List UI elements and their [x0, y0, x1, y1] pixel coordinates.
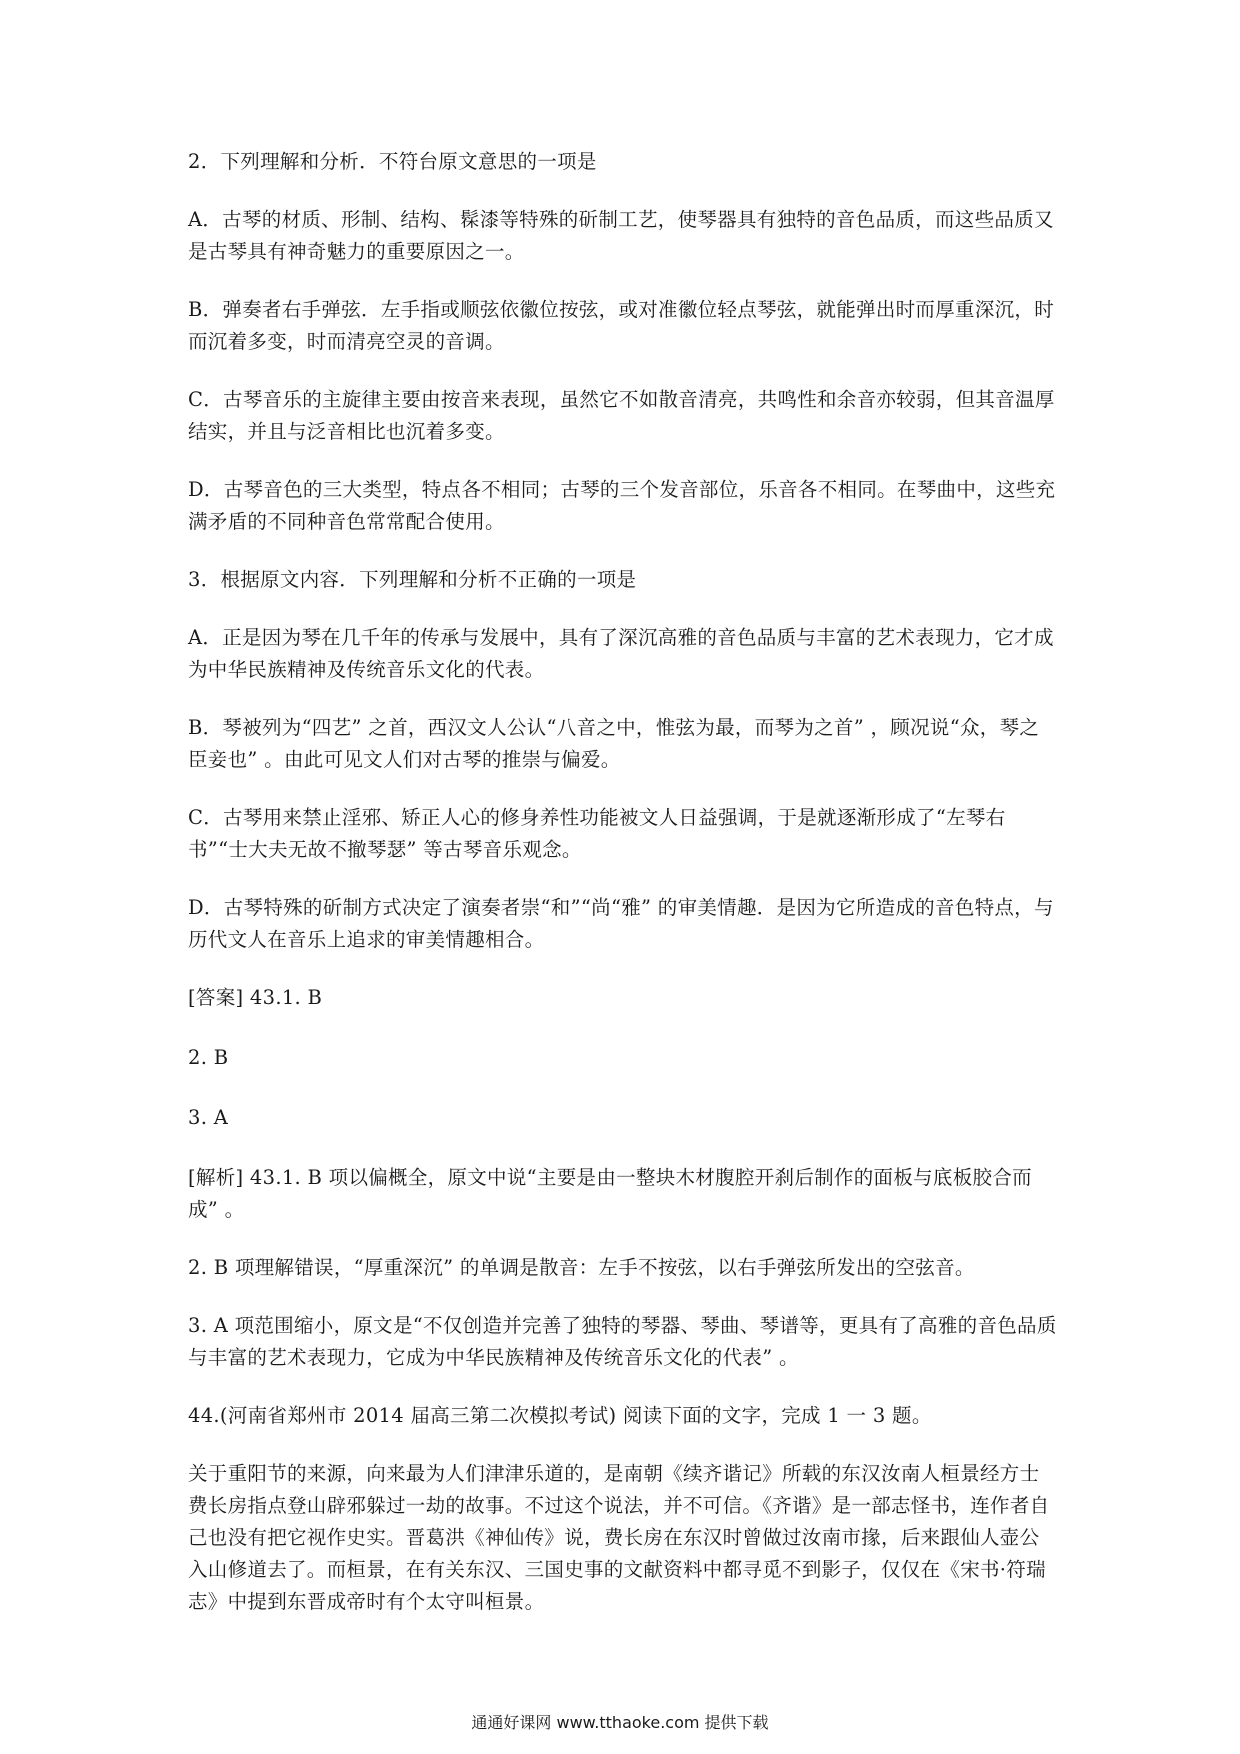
answer-line-2: 2. B — [188, 1046, 229, 1069]
page-footer: 通通好课网 www.tthaoke.com 提供下载 — [471, 1713, 769, 1732]
question-3-option-d: D．古琴特殊的斫制方式决定了演奏者崇“和”“尚“雅” 的审美情趣．是因为它所造成的音色特点，与历代文人在音乐上追求的审美情趣相合。 — [188, 896, 1054, 951]
question-2-option-a: A．古琴的材质、形制、结构、髹漆等特殊的斫制工艺，使琴器具有独特的音色品质，而这些品质又是古琴具有神奇魅力的重要原因之一。 — [188, 208, 1054, 263]
answer-line-3: 3. A — [188, 1106, 229, 1129]
analysis-1: [解析] 43.1. B 项以偏概全，原文中说“主要是由一整块木材腹腔开刹后制作的面板与底板胶合而成” 。 — [188, 1166, 1032, 1221]
question-3-option-c: C．古琴用来禁止淫邪、矫正人心的修身养性功能被文人日益强调，于是就逐渐形成了“左琴右书”“士大夫无故不撤琴瑟” 等古琴音乐观念。 — [188, 806, 1006, 861]
question-2-option-c: C．古琴音乐的主旋律主要由按音来表现，虽然它不如散音清亮，共鸣性和余音亦较弱，但其音温厚结实，并且与泛音相比也沉着多变。 — [188, 388, 1055, 443]
analysis-2: 2. B 项理解错误，“厚重深沉” 的单调是散音：左手不按弦，以右手弹弦所发出的空弦音。 — [188, 1256, 975, 1279]
answer-line-1: [答案] 43.1. B — [188, 986, 323, 1009]
question-44-heading: 44.(河南省郑州市 2014 届高三第二次模拟考试) 阅读下面的文字，完成 1 一 3 题。 — [188, 1404, 932, 1427]
question-2-option-b: B．弹奏者右手弹弦．左手指或顺弦依徽位按弦，或对准徽位轻点琴弦，就能弹出时而厚重深沉，时而沉着多变，时而清亮空灵的音调。 — [188, 298, 1055, 353]
analysis-3: 3. A 项范围缩小，原文是“不仅创造并完善了独特的琴器、琴曲、琴谱等，更具有了高雅的音色品质与丰富的艺术表现力，它成为中华民族精神及传统音乐文化的代表” 。 — [188, 1314, 1057, 1369]
question-3-stem: 3．根据原文内容．下列理解和分析不正确的一项是 — [188, 568, 637, 591]
question-3-option-b: B．琴被列为“四艺” 之首，西汉文人公认“八音之中，惟弦为最，而琴为之首” ，顾况说“众，琴之臣妾也” 。由此可见文人们对古琴的推崇与偏爱。 — [188, 716, 1040, 771]
document-body — [188, 146, 1058, 1644]
question-2-stem: 2．下列理解和分析．不符台原文意思的一项是 — [188, 150, 597, 173]
question-2-option-d: D．古琴音色的三大类型，特点各不相同；古琴的三个发音部位，乐音各不相同。在琴曲中，这些充满矛盾的不同种音色常常配合使用。 — [188, 478, 1056, 533]
question-3-option-a: A．正是因为琴在几千年的传承与发展中，具有了深沉高雅的音色品质与丰富的艺术表现力，它才成为中华民族精神及传统音乐文化的代表。 — [188, 626, 1054, 681]
reading-passage: 关于重阳节的来源，向来最为人们津津乐道的，是南朝《续齐谐记》所载的东汉汝南人桓景经方士费长房指点登山辟邪躲过一劫的故事。不过这个说法，并不可信。《齐谐》是一部志怪书，连作者自己也没有把它视作史实。晋葛洪《神仙传》说，费长房在东汉时曾做过汝南市掾，后来跟仙人壶公入山修道去了。而桓景，在有关东汉、三国史事的文献资料中都寻觅不到影子，仅仅在《宋书·符瑞志》中提到东晋成帝时有个太守叫桓景。 — [188, 1462, 1050, 1613]
